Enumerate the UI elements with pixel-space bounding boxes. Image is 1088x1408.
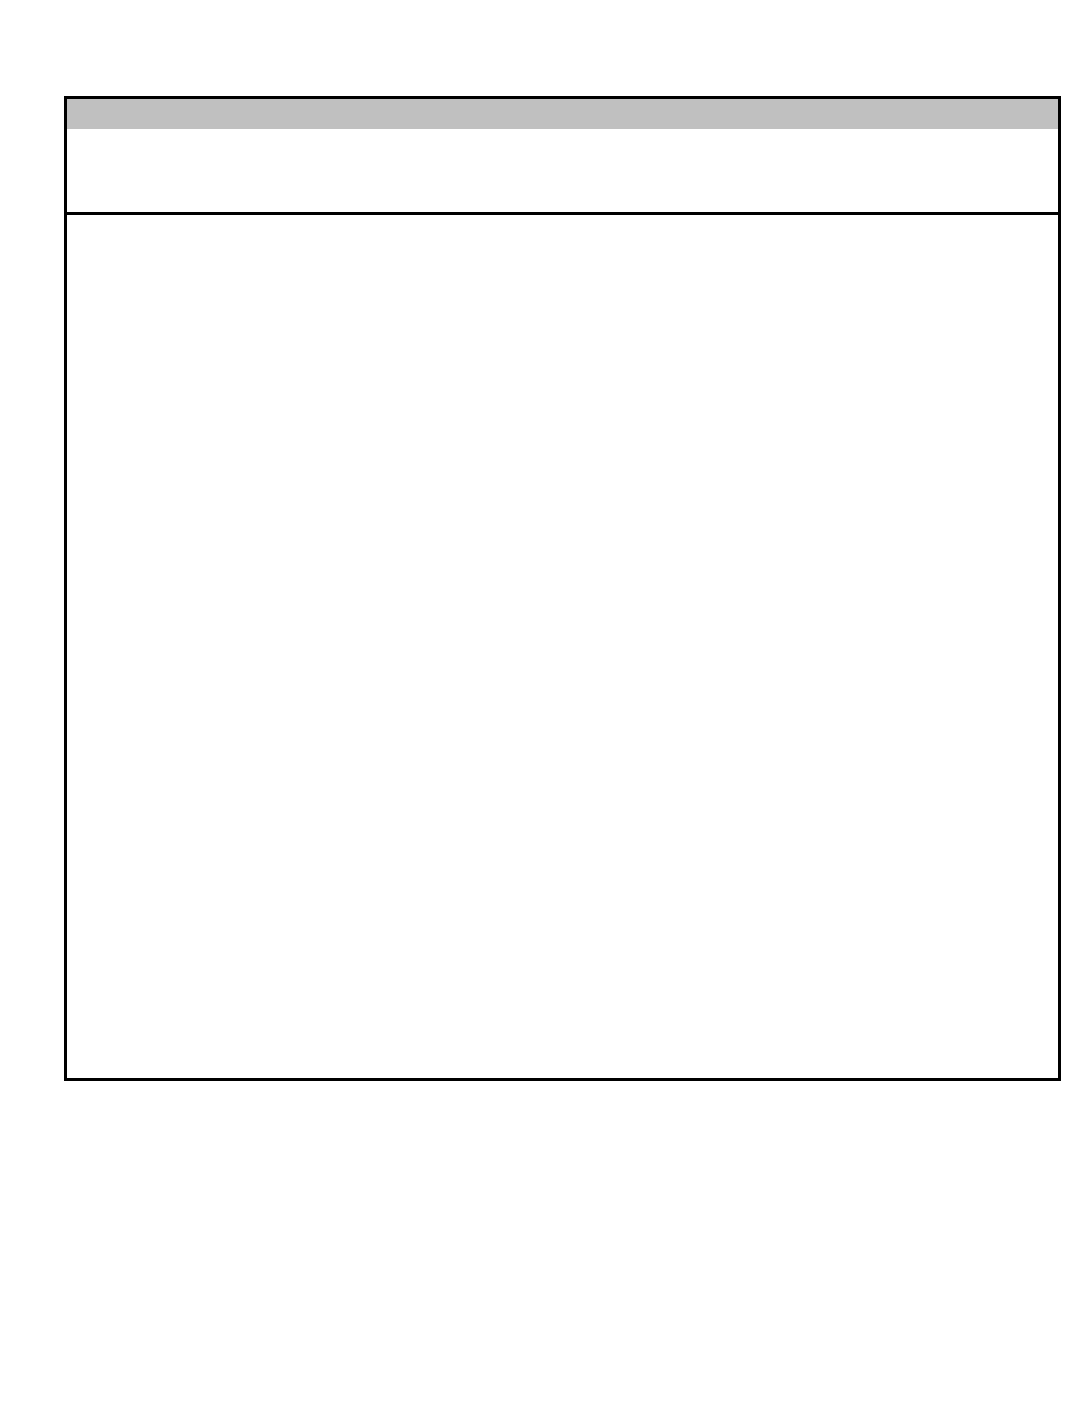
field-header-row <box>67 128 1058 215</box>
schedule-footer <box>67 99 1058 129</box>
schedule-table <box>64 96 1061 1081</box>
